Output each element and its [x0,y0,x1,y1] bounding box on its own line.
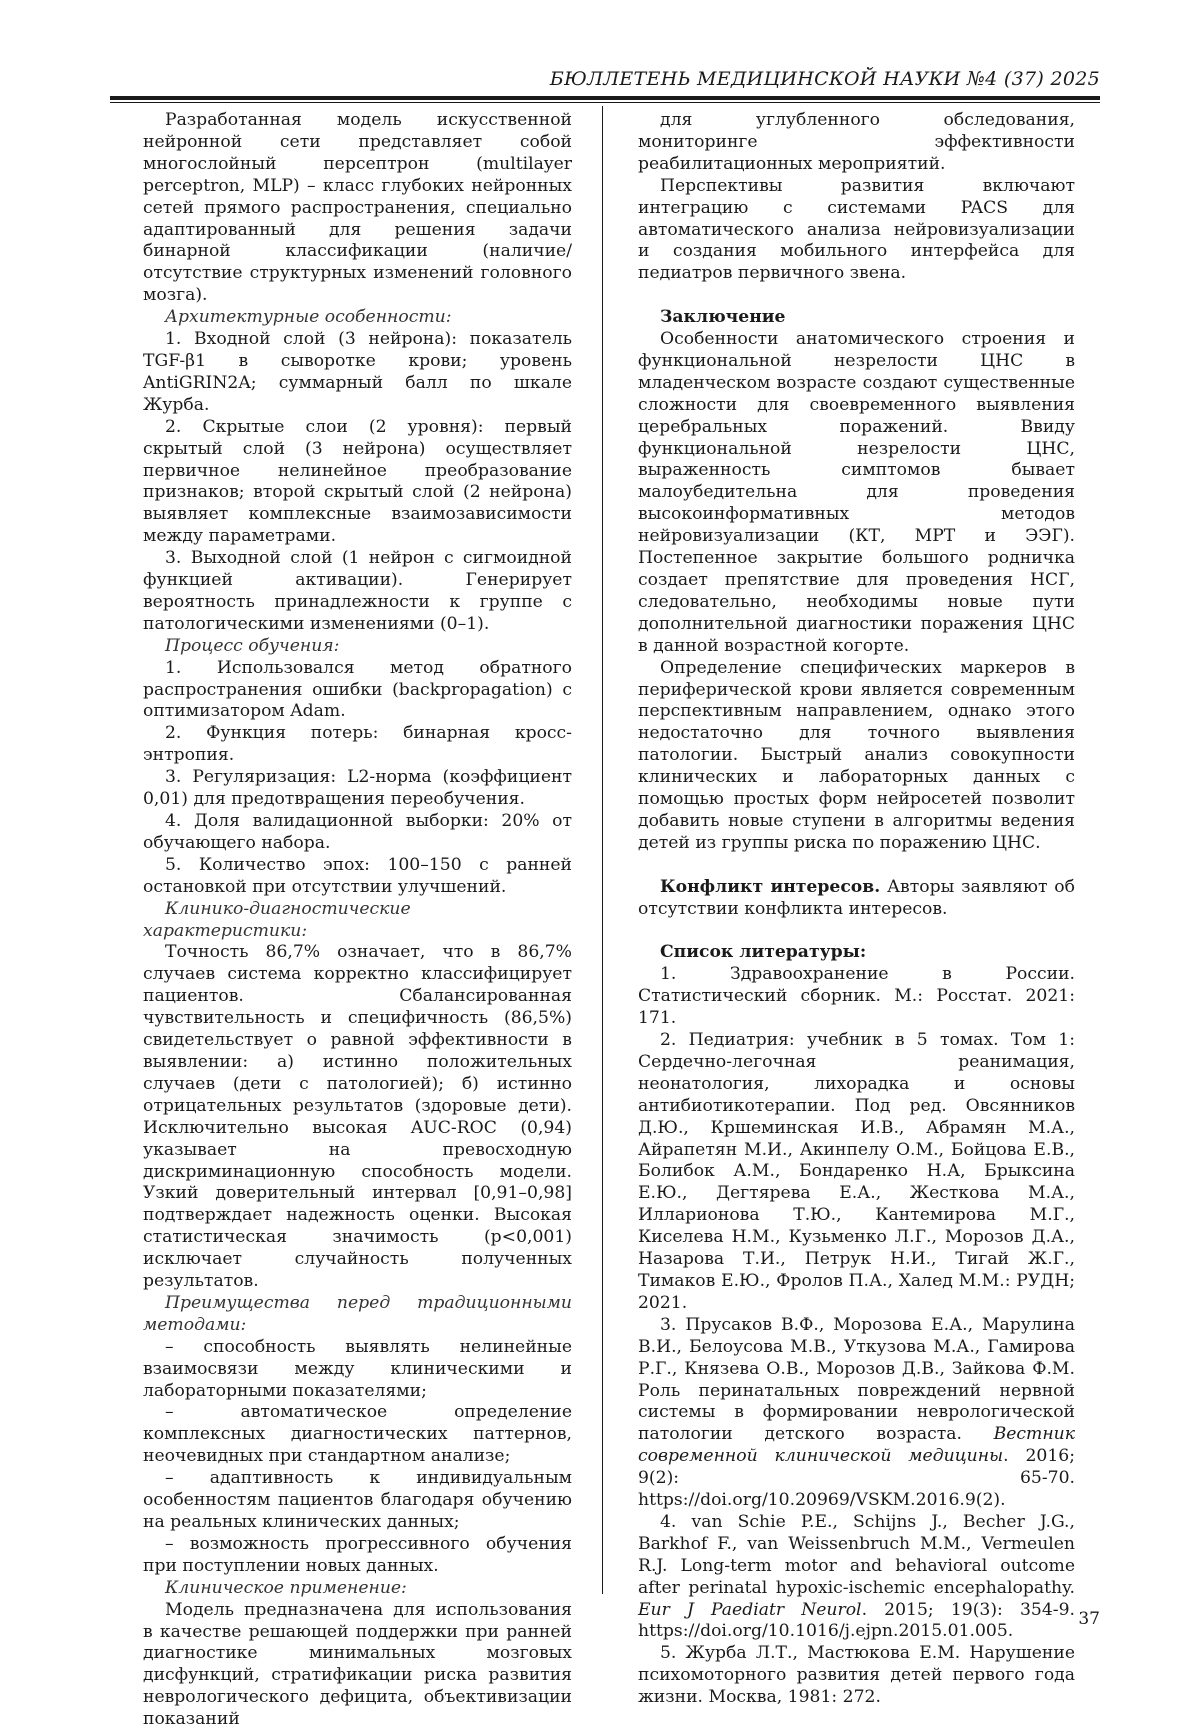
reference-4 [638,1512,1075,1643]
header-rule-thin [110,102,1100,103]
column-divider [602,106,603,1594]
reference-3 [638,1315,1075,1512]
advantage-item-1: – способность выявлять нелинейные взаимосвязи между клиническими и лабораторными показателями; [143,1336,572,1401]
architecture-item-3: 3. Выходной слой (1 нейрон с сигмоидной функцией активации). Генерирует вероятность принадлежности к группе с патологическими изменениями (0–1). [143,548,572,634]
conclusion-paragraph-1: Особенности анатомического строения и функциональной незрелости ЦНС в младенческом возрасте создают существенные сложности для своевременного выявления церебральных поражений. Ввиду функциональной незрелости ЦНС, выраженность симптомов бывает малоубедительна для проведения высокоинформативных методов нейровизуализации (КТ, МРТ и ЭЭГ). Постепенное закрытие большого родничка создает препятствие для проведения НСГ, следовательно, необходимы новые пути дополнительной диагностики поражения ЦНС в данной возрастной когорте. [638,329,1075,656]
advantage-item-2: – автоматическое определение комплексных диагностических паттернов, неочевидных при стандартном анализе; [143,1402,572,1467]
reference-1: 1. Здравоохранение в России. Статистический сборник. М.: Росстат. 2021: 171. [638,964,1075,1029]
intro-paragraph: Разработанная модель искусственной нейронной сети представляет собой многослойный персептрон (multilayer perceptron, MLP) – класс глубоких нейронных сетей прямого распространения, специально адаптированный для решения задачи бинарной классификации (наличие/отсутствие структурных изменений головного мозга). [143,110,572,306]
journal-header: БЮЛЛЕТЕНЬ МЕДИЦИНСКОЙ НАУКИ №4 (37) 2025 [549,68,1100,90]
training-subheading: Процесс обучения: [165,635,340,656]
page-number: 37 [1078,1609,1100,1629]
perspectives-paragraph: Перспективы развития включают интеграцию с системами PACS для автоматического анализа нейровизуализации и создания мобильного интерфейса для педиатров первичного звена. [638,175,1075,284]
clinical-characteristics-subheading: Клинико-диагностические характеристики: [143,898,411,941]
reference-2: 2. Педиатрия: учебник в 5 томах. Том 1: Сердечно-легочная реанимация, неонатология, лихорадка и основы антибиотикотерапии. Под ред. Овсянников Д.Ю., Кршеминская И.В., Абрамян М.А., Айрапетян М.И., Акинпелу О.М., Бойцова Е.В., Болибок А.М., Бондаренко Н.А, Брыксина Е.Ю., Дегтярева Е.А., Жесткова М.А., Илларионова Т.Ю., Кантемирова М.Г., Киселева Н.М., Кузьменко Л.Г., Морозов Д.А., Назарова Т.И., Петрук Н.И., Тигай Ж.Г., Тимаков Е.Ю., Фролов П.А., Халед М.М.: РУДН; 2021. [638,1030,1075,1313]
advantage-item-3: – адаптивность к индивидуальным особенностям пациентов благодаря обучению на реальных клинических данных; [143,1468,572,1532]
training-item-4: 4. Доля валидационной выборки: 20% от обучающего набора. [143,811,572,853]
architecture-item-2: 2. Скрытые слои (2 уровня): первый скрытый слой (3 нейрона) осуществляет первичное нелинейное преобразование признаков; второй скрытый слой (2 нейрона) выявляет комплексные взаимозависимости между параметрами. [143,416,572,547]
reference-5: 5. Журба Л.Т., Мастюкова Е.М. Нарушение психомоторного развития детей первого года жизни. Москва, 1981: 272. [638,1643,1075,1708]
reference-4-text: 4. van Schie P.E., Schijns J., Becher J.G., Barkhof F., van Weissenbruch M.M., Vermeulen R.J. Long-term motor and behavioral outcome after perinatal hypoxic-ischemic encephalopathy. [638,1511,1075,1598]
reference-3-journal: Вестник современной клинической медицины [638,1424,1075,1467]
right-column [638,110,1075,1709]
clinical-application-paragraph: Модель предназначена для использования в качестве решающей поддержки при ранней диагностике минимальных мозговых дисфункций, стратификации риска развития неврологического дефицита, объективизации показаний [143,1599,572,1730]
continuation-paragraph: для углубленного обследования, мониторинге эффективности реабилитационных мероприятий. [638,110,1075,174]
reference-3-details: . 2016; 9(2): 65-70. https://doi.org/10.20969/VSKM.2016.9(2). [638,1446,1075,1511]
conclusion-paragraph-2: Определение специфических маркеров в периферической крови является современным перспективным направлением, однако этого недостаточно для точного выявления патологии. Быстрый анализ совокупности клинических и лабораторных данных с помощью простых форм нейросетей позволит добавить новые ступени в алгоритмы ведения детей из группы риска по поражению ЦНС. [638,657,1075,853]
advantages-subheading: Преимущества перед традиционными методами: [143,1292,572,1335]
conclusion-heading: Заключение [660,307,786,328]
references-heading: Список литературы: [660,942,867,963]
training-item-1: 1. Использовался метод обратного распространения ошибки (backpropagation) с оптимизатором Adam. [143,657,572,722]
advantage-item-4: – возможность прогрессивного обучения при поступлении новых данных. [143,1533,572,1576]
conflict-text: Авторы заявляют об отсутствии конфликта интересов. [638,876,1075,919]
reference-3-text: 3. Прусаков В.Ф., Морозова Е.А., Марулина В.И., Белоусова М.В., Уткузова М.А., Гамирова Р.Г., Князева О.В., Морозов Д.В., Зайкова Ф.М. Роль перинатальных повреждений нервной системы в формировании неврологической патологии детского возраста. [638,1314,1075,1445]
clinical-characteristics-paragraph: Точность 86,7% означает, что в 86,7% случаев система корректно классифицирует пациентов. Сбалансированная чувствительность и специфичность (86,5%) свидетельствует о равной эффективности в выявлении: а) истинно положительных случаев (дети с патологией); б) истинно отрицательных результатов (здоровые дети). Исключительно высокая AUC-ROC (0,94) указывает на превосходную дискриминационную способность модели. Узкий доверительный интервал [0,91–0,98] подтверждает надежность оценки. Высокая статистическая значимость (p<0,001) исключает случайность полученных результатов. [143,942,572,1292]
training-item-2: 2. Функция потерь: бинарная кросс-энтропия. [143,723,572,766]
clinical-application-subheading: Клиническое применение: [165,1577,407,1598]
architecture-item-1: 1. Входной слой (3 нейрона): показатель TGF-β1 в сыворотке крови; уровень AntiGRIN2A; суммарный балл по шкале Журба. [143,329,572,415]
reference-4-details: . 2015; 19(3): 354-9. https://doi.org/10.1016/j.ejpn.2015.01.005. [638,1599,1075,1642]
reference-4-journal: Eur J Paediatr Neurol [638,1599,862,1620]
training-item-5: 5. Количество эпох: 100–150 с ранней остановкой при отсутствии улучшений. [143,854,572,897]
conflict-of-interest [638,877,1075,921]
conflict-heading: Конфликт интересов. [660,876,881,897]
architecture-subheading: Архитектурные особенности: [165,307,452,328]
training-item-3: 3. Регуляризация: L2-норма (коэффициент 0,01) для предотвращения переобучения. [143,767,572,810]
left-column [143,110,572,1731]
header-rule-thick [110,96,1100,100]
